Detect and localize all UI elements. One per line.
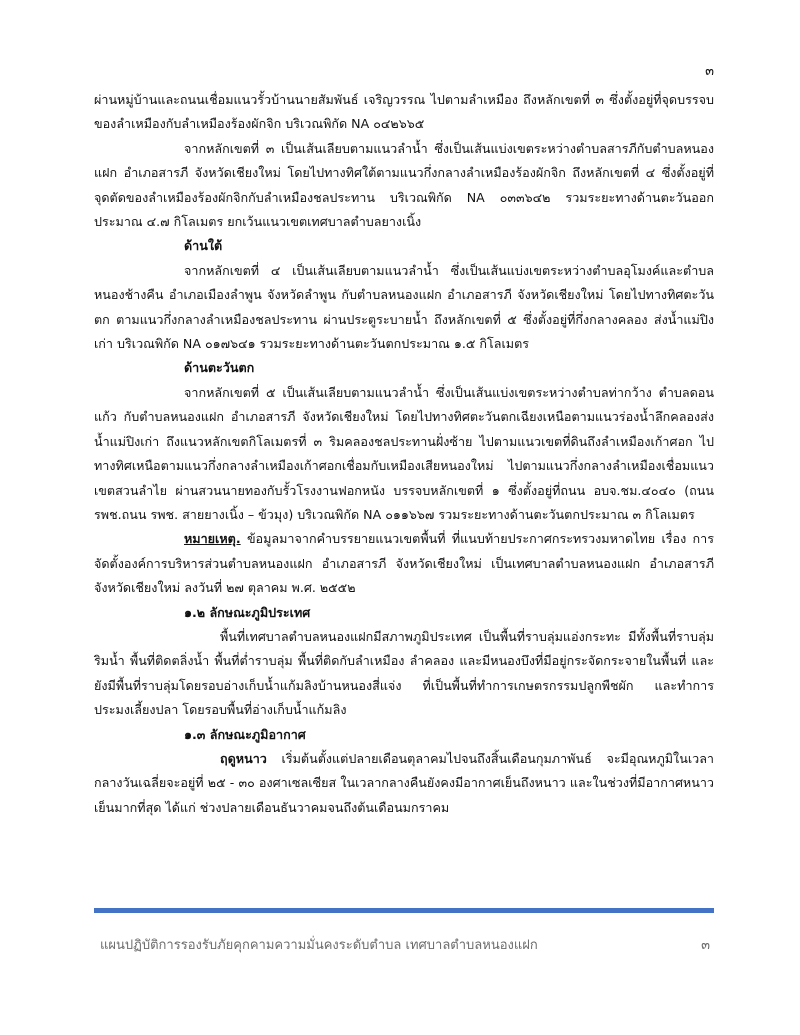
footer-page-number: ๓ [701,938,710,953]
paragraph-remark [94,527,714,600]
heading-south: ด้านใต้ [184,238,223,254]
remark-label: หมายเหตุ. [184,531,241,547]
document-body [94,88,714,820]
footer-text: แผนปฏิบัติการรองรับภัยคุกคามความมั่นคงระดับตำบล เทศบาลตำบลหนองแฝก [100,938,538,953]
winter-label: ฤดูหนาว [220,750,267,766]
paragraph-topography: พื้นที่เทศบาลตำบลหนองแฝกมีสภาพภูมิประเทศ เป็นพื้นที่ราบลุ่มแอ่งกระทะ มีทั้งพื้นที่ราบลุ่มริมน้ำ พื้นที่ติดตลิ่งน้ำ พื้นที่ต่ำราบลุ่ม พื้นที่ติดกับลำเหมือง ลำคลอง และมีหนองบึงที่มีอยู่กระจัดกระจายในพื้นที่ และยังมีพื้นที่ราบลุ่มโดยรอบอ่างเก็บน้ำแก้มลิงบ้านหนองสี่แจ่ง ที่เป็นพื้นที่ทำการเกษตรกรรมปลูกพืชผัก และทำการประมงเลี้ยงปลา โดยรอบพื้นที่อ่างเก็บน้ำแก้มลิง [94,628,714,718]
remark-text: ข้อมูลมาจากคำบรรยายแนวเขตพื้นที่ ที่แนบท้ายประกาศกระทรวงมหาดไทย เรื่อง การจัดตั้งองค์การบริหารส่วนตำบลหนองแฝก อำเภอสารภี จังหวัดเชียงใหม่ เป็นเทศบาลตำบลหนองแฝก อำเภอสารภี จังหวัดเชียงใหม่ ลงวันที่ ๒๗ ตุลาคม พ.ศ. ๒๕๕๒ [94,531,714,596]
winter-text: เริ่มต้นตั้งแต่ปลายเดือนตุลาคมไปจนถึงสิ้นเดือนกุมภาพันธ์ จะมีอุณหภูมิในเวลากลางวันเฉลี่ยจะอยู่ที่ ๒๕ - ๓๐ องศาเซลเซียส ในเวลากลางคืนยังคงมีอากาศเย็นถึงหนาว และในช่วงที่มีอากาศหนาวเย็นมากที่สุด ได้แก่ ช่วงปลายเดือนธันวาคมจนถึงต้นเดือนมกราคม [94,750,714,815]
paragraph-south-boundary: จากหลักเขตที่ ๔ เป็นเส้นเลียบตามแนวลำน้ำ ซึ่งเป็นเส้นแบ่งเขตระหว่างตำบลอุโมงค์และตำบลหนองช้างคืน อำเภอเมืองลำพูน จังหวัดลำพูน กับตำบลหนองแฝก อำเภอสารภี จังหวัดเชียงใหม่ โดยไปทางทิศตะวันตก ตามแนวกึ่งกลางลำเหมืองชลประทาน ผ่านประตูระบายน้ำ ถึงหลักเขตที่ ๕ ซึ่งตั้งอยู่ที่กึ่งกลางคลอง ส่งน้ำแม่ปิงเก่า บริเวณพิกัด NA ๐๑๗๖๔๑ รวมระยะทางด้านตะวันตกประมาณ ๑.๕ กิโลเมตร [94,262,714,352]
footer [100,934,710,955]
heading-climate: ๑.๓ ลักษณะภูมิอากาศ [184,726,306,742]
page-number-top: ๓ [705,64,714,79]
paragraph-west-boundary: จากหลักเขตที่ ๕ เป็นเส้นเลียบตามแนวลำน้ำ ซึ่งเป็นเส้นแบ่งเขตระหว่างตำบลท่ากว้าง ตำบลดอนแก้ว กับตำบลหนองแฝก อำเภอสารภี จังหวัดเชียงใหม่ โดยไปทางทิศตะวันตกเฉียงเหนือตามแนวร่องน้ำลึกคลองส่งน้ำแม่ปิงเก่า ถึงแนวหลักเขตกิโลเมตรที่ ๓ ริมคลองชลประทานฝั่งซ้าย ไปตามแนวเขตที่ดินถึงลำเหมืองเก้าศอก ไปทางทิศเหนือตามแนวกึ่งกลางลำเหมืองเก้าศอกเชื่อมกับเหมืองเสียหนองใหม่ ไปตามแนวกึ่งกลางลำเหมืองเชื่อมแนวเขตสวนลำไย ผ่านสวนนายทองกับรั้วโรงงานฟอกหนัง บรรจบหลักเขตที่ ๑ ซึ่งตั้งอยู่ที่ถนน อบจ.ชม.๔๐๔๐ (ถนน รพช.ถนน รพช. สายยางเนิ้ง – ข้วมุง) บริเวณพิกัด NA ๐๑๑๖๖๗ รวมระยะทางด้านตะวันตกประมาณ ๓ กิโลเมตร [94,384,714,522]
footer-rule [94,908,714,913]
paragraph-north-continued: ผ่านหมู่บ้านและถนนเชื่อมแนวรั้วบ้านนายสัมพันธ์ เจริญวรรณ ไปตามลำเหมือง ถึงหลักเขตที่ ๓ ซึ่งตั้งอยู่ที่จุดบรรจบของลำเหมืองกับลำเหมืองร้องผักจิก บริเวณพิกัด NA ๐๔๒๖๖๕ [94,92,714,132]
heading-topography: ๑.๒ ลักษณะภูมิประเทศ [184,604,311,620]
paragraph-winter [94,747,714,820]
heading-west: ด้านตะวันตก [184,360,255,376]
paragraph-east-boundary: จากหลักเขตที่ ๓ เป็นเส้นเลียบตามแนวลำน้ำ ซึ่งเป็นเส้นแบ่งเขตระหว่างตำบลสารภีกับตำบลหนองแฝก อำเภอสารภี จังหวัดเชียงใหม่ โดยไปทางทิศใต้ตามแนวกึ่งกลางลำเหมืองร้องผักจิก ถึงหลักเขตที่ ๔ ซึ่งตั้งอยู่ที่จุดตัดของลำเหมืองร้องผักจิกกับลำเหมืองชลประทาน บริเวณพิกัด NA ๐๓๓๖๔๒ รวมระยะทางด้านตะวันออกประมาณ ๔.๗ กิโลเมตร ยกเว้นแนวเขตเทศบาลตำบลยางเนิ้ง [94,140,714,230]
